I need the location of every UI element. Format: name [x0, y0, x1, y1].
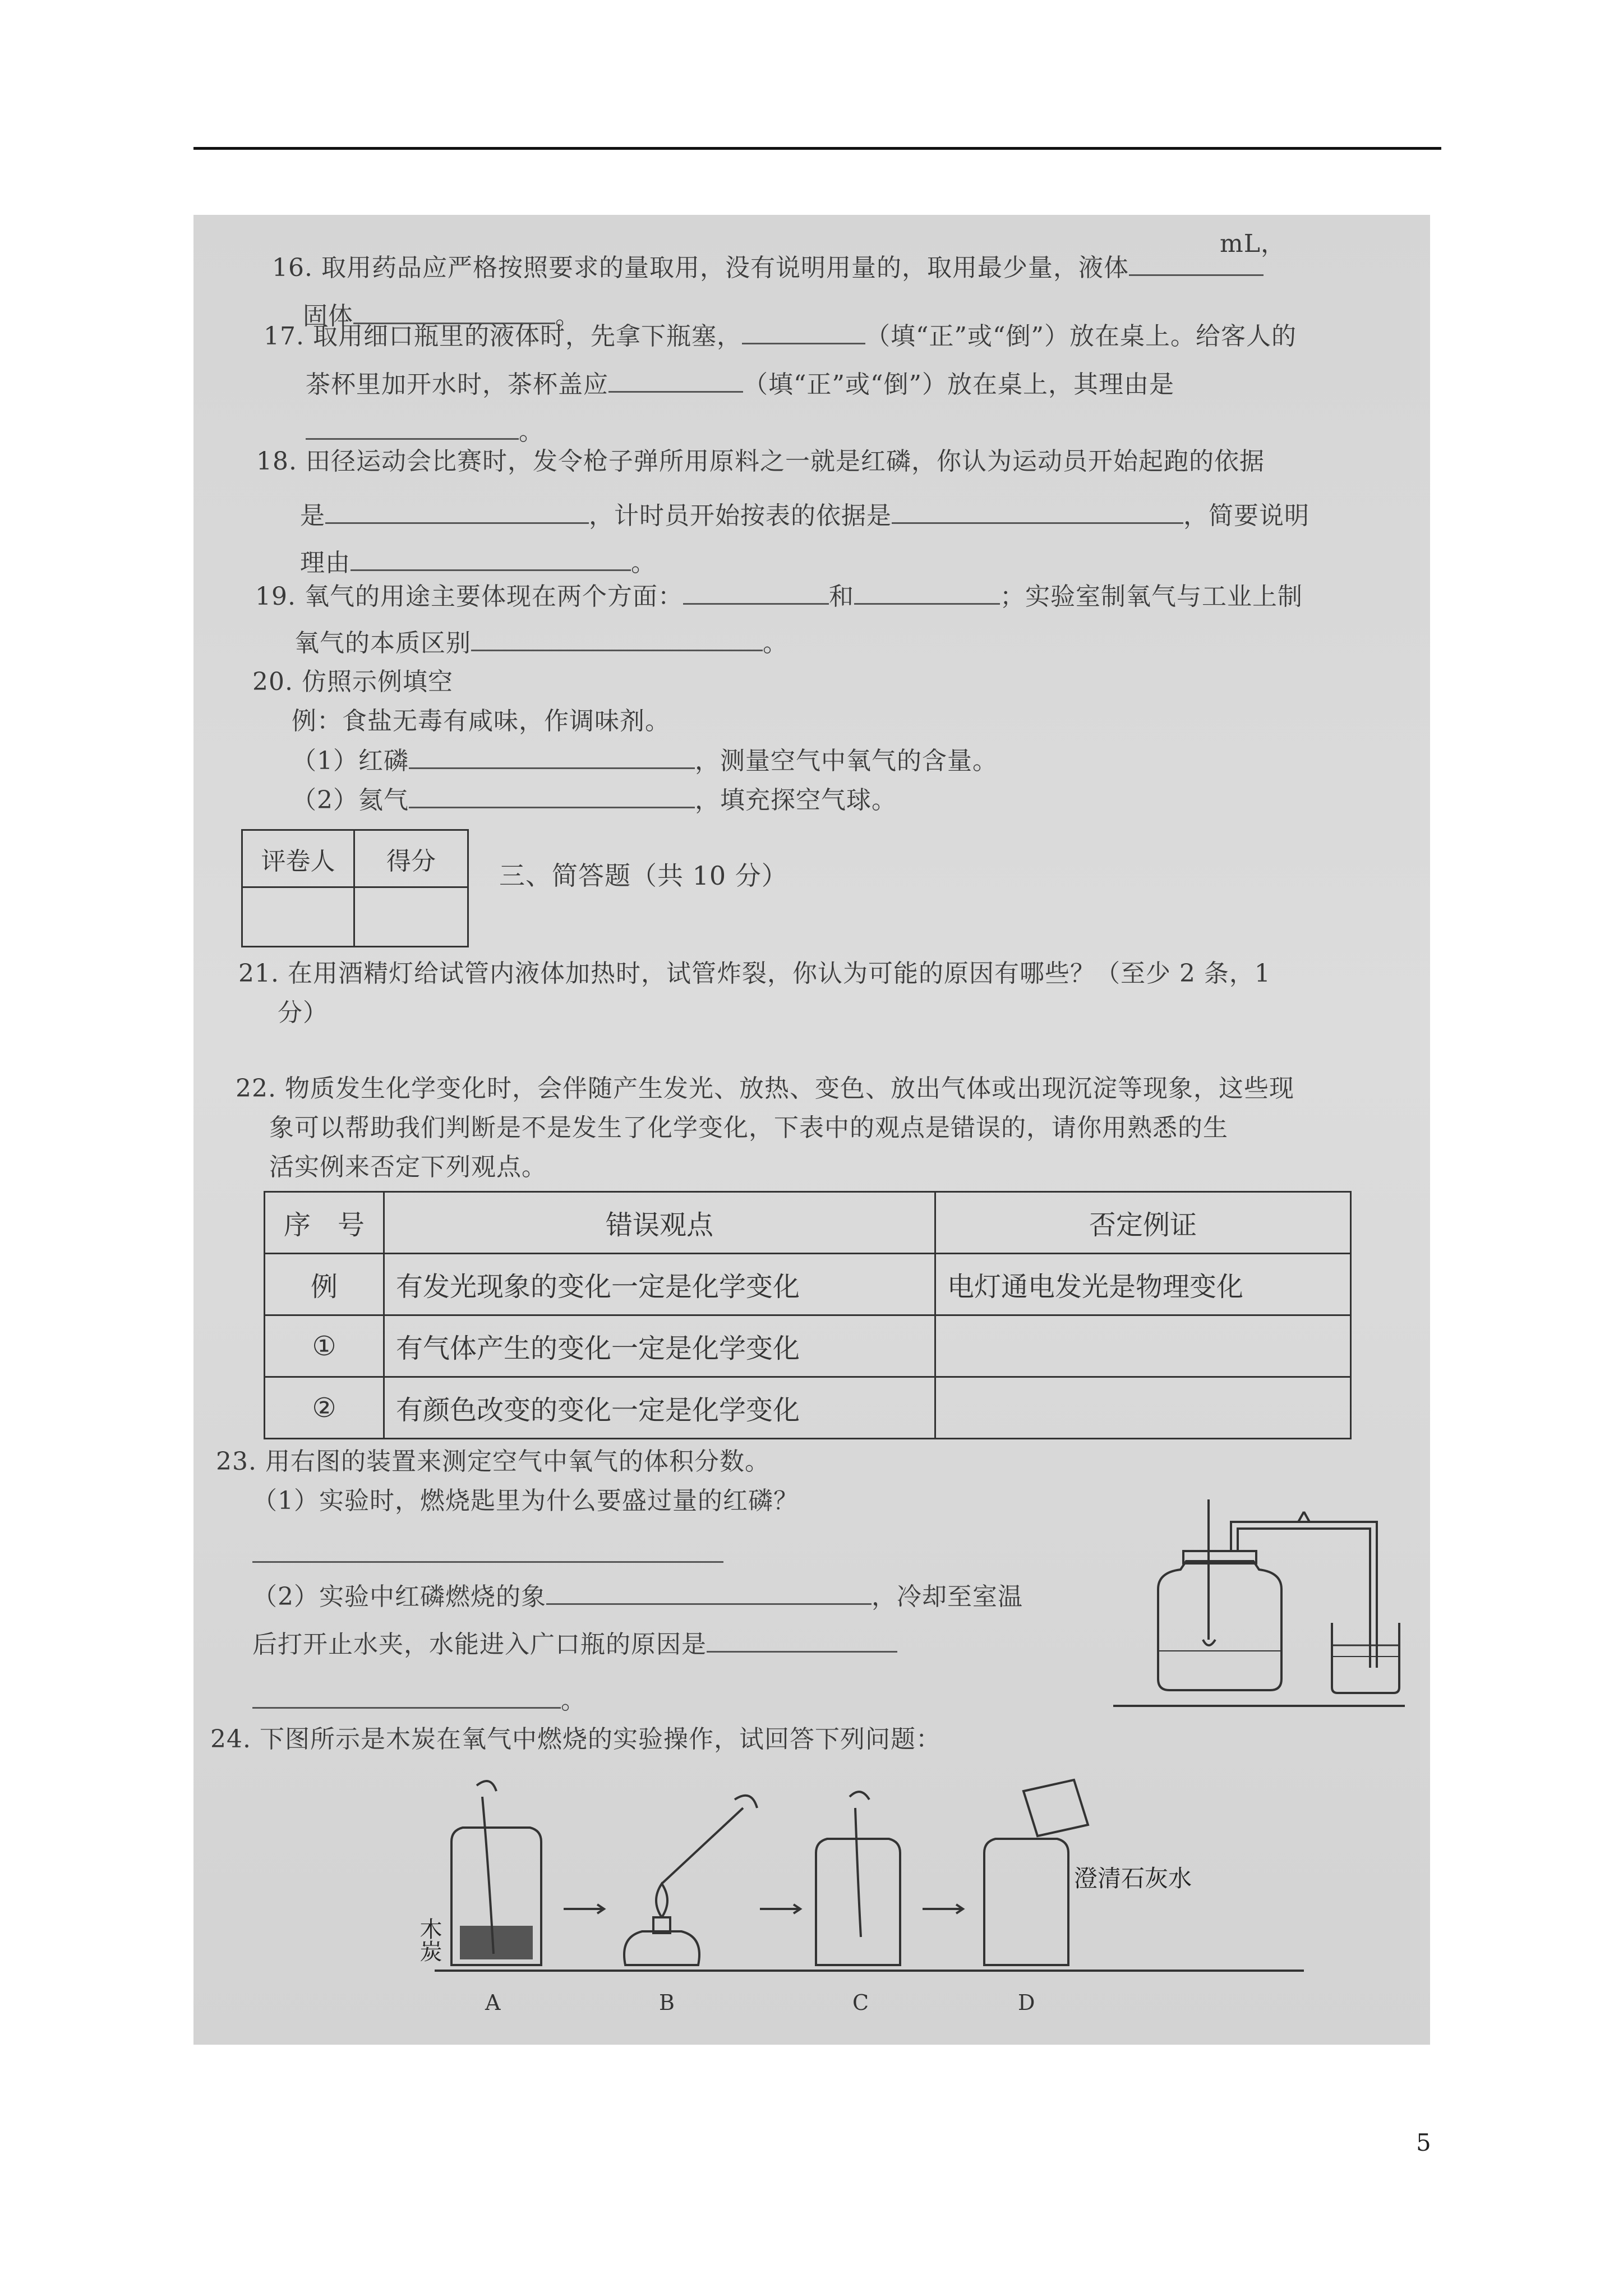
- q22-line1: 22. 物质发生化学变化时，会伴随产生发光、放热、变色、放出气体或出现沉淀等现象，这些现: [236, 1074, 1294, 1103]
- q22-row-view: 有气体产生的变化一定是化学变化: [384, 1315, 935, 1377]
- q20-example: 例：食盐无毒有咸味，作调味剂。: [292, 707, 670, 735]
- q20-item1: （1）红磷 ，测量空气中氧气的含量。: [292, 745, 998, 777]
- q22-header-index: 序 号: [265, 1192, 384, 1254]
- q24-step-label-d: D: [1018, 1990, 1035, 2015]
- q18-line3: 理由 。: [300, 547, 656, 579]
- q22-row-counterexample: 电灯通电发光是物理变化: [935, 1254, 1351, 1315]
- q22-row-view: 有发光现象的变化一定是化学变化: [384, 1254, 935, 1315]
- q22-row-index: 例: [265, 1254, 384, 1315]
- q24-step-label-a: A: [485, 1990, 501, 2015]
- q24-step-label-b: B: [659, 1990, 675, 2015]
- table-row: [265, 1254, 1351, 1315]
- q23-line3: [252, 1539, 723, 1571]
- exam-sheet-photo: [193, 215, 1430, 2045]
- q16-line2: 固体 。: [303, 300, 580, 332]
- q22-row-index: ①: [265, 1315, 384, 1377]
- section-3-heading: 三、简答题（共 10 分）: [499, 861, 788, 891]
- q18-line1: 18. 田径运动会比赛时，发令枪子弹所用原料之一就是红磷，你认为运动员开始起跑的依据: [256, 447, 1265, 476]
- score-box-score-cell: [355, 888, 467, 946]
- q16-line1: 16. 取用药品应严格按照要求的量取用，没有说明用量的，取用最少量，液体: [272, 252, 1264, 284]
- q22-row-counterexample-blank[interactable]: [935, 1377, 1351, 1439]
- score-box-reviewer-label: 评卷人: [243, 831, 355, 888]
- q22-table: [264, 1191, 1352, 1439]
- q24-experiment-steps-illustration: [416, 1774, 1304, 2032]
- q24-step-label-c: C: [852, 1990, 869, 2015]
- q23-line5: 后打开止水夹，水能进入广口瓶的原因是: [252, 1628, 897, 1660]
- table-row: [265, 1377, 1351, 1439]
- q23-line6: 。: [252, 1685, 586, 1717]
- q21-line2: 分）: [278, 999, 328, 1027]
- q17-line1: 17. 取用细口瓶里的液体时，先拿下瓶塞， （填“正”或“倒”）放在桌上。给客人的: [264, 320, 1297, 352]
- page-number: 5: [1416, 2129, 1431, 2156]
- q19-line1: 19. 氧气的用途主要体现在两个方面： 和 ；实验室制氧气与工业上制: [255, 581, 1303, 613]
- q23-line4: （2）实验中红磷燃烧的象 ，冷却至室温: [252, 1581, 1023, 1613]
- q16-unit: mL，: [1220, 229, 1286, 258]
- q22-row-counterexample-blank[interactable]: [935, 1315, 1351, 1377]
- q24-line1: 24. 下图所示是木炭在氧气中燃烧的实验操作，试回答下列问题：: [210, 1725, 941, 1754]
- q23-line1: 23. 用右图的装置来测定空气中氧气的体积分数。: [216, 1447, 770, 1476]
- q22-row-view: 有颜色改变的变化一定是化学变化: [384, 1377, 935, 1439]
- q20-title: 20. 仿照示例填空: [252, 668, 453, 696]
- q21-line1: 21. 在用酒精灯给试管内液体加热时，试管炸裂，你认为可能的原因有哪些？（至少 2 条，1: [238, 959, 1271, 988]
- q22-table-header-row: [265, 1192, 1351, 1254]
- q22-row-index: ②: [265, 1377, 384, 1439]
- q19-line2: 氧气的本质区别 。: [294, 627, 788, 659]
- q17-line2: 茶杯里加开水时，茶杯盖应 （填“正”或“倒”）放在桌上，其理由是: [306, 369, 1174, 401]
- score-box: [241, 829, 469, 947]
- q24-label-charcoal: 木炭: [416, 1917, 442, 1962]
- q22-header-wrong-view: 错误观点: [384, 1192, 935, 1254]
- score-box-score-label: 得分: [355, 831, 467, 888]
- q23-line2: （1）实验时，燃烧匙里为什么要盛过量的红磷？: [252, 1487, 799, 1515]
- q24-label-limewater: 澄清石灰水: [1074, 1865, 1192, 1892]
- q23-apparatus-illustration: [1113, 1499, 1405, 1713]
- q22-line2: 象可以帮助我们判断是不是发生了化学变化，下表中的观点是错误的，请你用熟悉的生: [269, 1114, 1228, 1142]
- q20-item2: （2）氦气 ，填充探空气球。: [292, 784, 897, 816]
- q17-line3: 。: [306, 416, 544, 448]
- table-row: [265, 1315, 1351, 1377]
- score-box-reviewer-cell: [243, 888, 355, 946]
- q22-line3: 活实例来否定下列观点。: [269, 1153, 547, 1181]
- q18-line2: 是 ，计时员开始按表的依据是 ，简要说明: [300, 500, 1310, 532]
- header-rule: [193, 147, 1441, 150]
- q22-header-counterexample: 否定例证: [935, 1192, 1351, 1254]
